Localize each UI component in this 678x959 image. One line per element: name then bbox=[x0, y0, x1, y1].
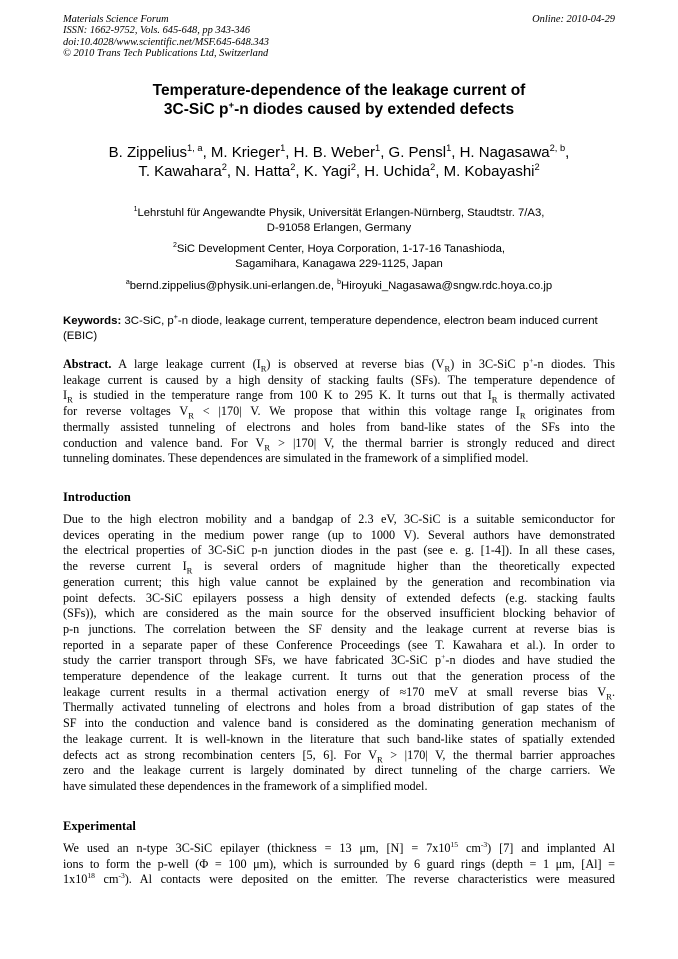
abstract-line bbox=[63, 388, 615, 404]
abstract-text: ) is observed at reverse bias (V bbox=[266, 357, 445, 371]
subscript: R bbox=[260, 363, 267, 374]
subscript: R bbox=[264, 441, 271, 452]
keywords-sup: + bbox=[173, 314, 178, 322]
body-line: temperature dependence of the leakage current. It turns out that the generation process of the bbox=[63, 669, 615, 684]
body-text: 1x10 bbox=[63, 872, 88, 887]
body-line: devices operating in the medium power range (up to 1000 V). Several authors have demonstrated bbox=[63, 527, 615, 542]
affiliation-line bbox=[63, 206, 615, 221]
title-sup: + bbox=[228, 99, 235, 111]
body-text: -n diodes and have studied the bbox=[445, 653, 615, 668]
subscript: R bbox=[519, 410, 526, 421]
body-line: generation current; this high value cannot be explained by the generation and recombination via bbox=[63, 574, 615, 589]
abstract-line: thermally assisted tunneling of electrons and holes from band-like states of the SFs into the bbox=[63, 419, 615, 434]
body-text: ). Al contacts were deposited on the emitter. The reverse characteristics were measured bbox=[124, 872, 615, 887]
affil-number: 1 bbox=[133, 206, 138, 214]
author-affil: 2, b bbox=[549, 143, 566, 153]
author: , M. Kobayashi bbox=[435, 163, 535, 180]
body-line: ions to form the p-well (Φ = 100 μm), which is surrounded by 6 guard rings (depth = 1 μm, [Al] = bbox=[63, 856, 615, 871]
email-mark: a bbox=[125, 279, 130, 287]
body-text: the reverse current I bbox=[63, 559, 187, 574]
body-text: defects act as strong recombination centers [5, 6]. For V bbox=[63, 747, 378, 762]
abstract-text: for reverse voltages V bbox=[63, 404, 189, 419]
affiliation-line bbox=[63, 242, 615, 257]
superscript: -3 bbox=[118, 871, 125, 881]
title-text: -n diodes caused by extended defects bbox=[234, 100, 515, 118]
body-text: > |170| V, the thermal barrier approaches bbox=[382, 747, 615, 762]
abstract-text: originates from bbox=[525, 404, 615, 419]
section-heading-experimental: Experimental bbox=[63, 819, 136, 833]
affiliation-line: Sagamihara, Kanagawa 229-1125, Japan bbox=[235, 257, 443, 270]
keywords bbox=[63, 314, 615, 343]
author-affil: 2 bbox=[290, 162, 296, 172]
body-line: Due to the high electron mobility and a bandgap of 2.3 eV, 3C-SiC is a suitable semiconductor for bbox=[63, 512, 615, 526]
journal-header bbox=[63, 14, 615, 60]
abstract-line bbox=[63, 436, 615, 452]
affil-number: 2 bbox=[172, 242, 177, 250]
subscript: R bbox=[67, 394, 73, 405]
body-line bbox=[63, 841, 615, 857]
keywords-text: 3C-SiC, p bbox=[121, 315, 174, 327]
abstract-text: is thermally activated bbox=[497, 388, 615, 403]
author: , K. Yagi bbox=[295, 163, 351, 180]
author: B. Zippelius bbox=[108, 144, 188, 161]
body-line: the leakage current. It is well-known in the literature that such band-like states of spatially extended bbox=[63, 731, 615, 746]
abstract-text: < |170| V. We propose that within this voltage range I bbox=[193, 404, 520, 419]
author: , H. B. Weber bbox=[285, 144, 376, 161]
author-list bbox=[63, 143, 615, 181]
body-line bbox=[63, 559, 615, 575]
abstract-text: ) in 3C-SiC p bbox=[450, 357, 530, 371]
abstract-text: is studied in the temperature range from 100 K to 295 K. It turns out that I bbox=[72, 388, 492, 403]
keywords-label: Keywords: bbox=[63, 315, 122, 327]
body-line: SF into the conduction and valence band is considered as the dominating generation mechanism of bbox=[63, 716, 615, 731]
journal-copyright: © 2010 Trans Tech Publications Ltd, Switzerland bbox=[63, 48, 269, 60]
abstract-text: A large leakage current (I bbox=[111, 357, 261, 371]
journal-doi: doi:10.4028/www.scientific.net/MSF.645-648.343 bbox=[63, 36, 269, 48]
body-text: cm bbox=[458, 841, 481, 855]
abstract-line: tunneling dominates. These dependences are simulated in the framework of a simplified model. bbox=[63, 451, 529, 466]
author-emails bbox=[63, 279, 615, 294]
abstract-text: conduction and valence band. For V bbox=[63, 435, 265, 450]
author-line-1 bbox=[63, 143, 615, 162]
body-text: ) [7] and implanted Al bbox=[487, 841, 615, 855]
abstract-text: > |170| V, the thermal barrier is strongly reduced and direct bbox=[270, 435, 615, 450]
body-text: . bbox=[611, 684, 615, 699]
author-affil: 2 bbox=[534, 162, 540, 172]
body-text: leakage current results in a thermal activation energy of ≈170 meV at small reverse bias V bbox=[63, 684, 607, 699]
body-line: zero and the leakage current is largely dominated by direct tunneling of the charge carriers. We bbox=[63, 763, 615, 778]
body-text: We used an n-type 3C-SiC epilayer (thickness = 13 μm, [N] = 7x10 bbox=[63, 841, 451, 855]
body-line: have simulated these dependences in the framework of a simplified model. bbox=[63, 778, 428, 793]
subscript: R bbox=[606, 691, 612, 702]
author-affil: 1 bbox=[446, 143, 452, 153]
author: , H. Nagasawa bbox=[451, 144, 550, 161]
abstract-label: Abstract. bbox=[63, 357, 112, 371]
superscript: 15 bbox=[450, 841, 459, 849]
online-date: Online: 2010-04-29 bbox=[532, 14, 615, 25]
email-link[interactable]: bernd.zippelius@physik.uni-erlangen.de, bbox=[129, 280, 338, 292]
subscript: R bbox=[491, 394, 498, 405]
abstract-line bbox=[63, 357, 615, 373]
body-line: Thermally activated tunneling of electrons and holes from a broad distribution of gap states of the bbox=[63, 700, 615, 715]
subscript: R bbox=[186, 565, 193, 576]
author: , N. Hatta bbox=[226, 163, 291, 180]
experimental-text bbox=[63, 841, 615, 953]
author-affil: 2 bbox=[350, 162, 356, 172]
abstract bbox=[63, 357, 615, 467]
email-mark: b bbox=[337, 279, 342, 287]
author: , H. Uchida bbox=[355, 163, 431, 180]
email-line bbox=[63, 279, 615, 294]
body-text: study the carrier transport through SFs, we have fabricated 3C-SiC p bbox=[63, 653, 442, 668]
section-heading-introduction: Introduction bbox=[63, 490, 131, 504]
author-affil: 1 bbox=[280, 143, 286, 153]
body-line: reported in a separate paper of these Conference Proceedings (see T. Kawahara et al.). In order to bbox=[63, 637, 615, 652]
body-line bbox=[63, 872, 615, 888]
superscript: -3 bbox=[480, 841, 488, 849]
keywords-text: -n diode, leakage current, temperature dependence, electron beam induced current (EBIC) bbox=[63, 315, 598, 342]
affil-text: Lehrstuhl für Angewandte Physik, Universität Erlangen-Nürnberg, Staudtstr. 7/A3, bbox=[137, 207, 545, 219]
title-line-2 bbox=[63, 101, 615, 120]
title-line-1: Temperature-dependence of the leakage current of bbox=[152, 82, 526, 99]
body-text: is several orders of magnitude higher than the theoretically expected bbox=[192, 559, 615, 574]
introduction-text bbox=[63, 512, 615, 795]
abstract-line: leakage current is caused by a high density of stacking faults (SFs). The temperature dependence of bbox=[63, 372, 615, 387]
body-line: point defects. 3C-SiC epilayers possess a high density of extended defects (e.g. stacking faults bbox=[63, 590, 615, 605]
affil-text: SiC Development Center, Hoya Corporation, 1-17-16 Tanashioda, bbox=[176, 243, 506, 255]
affiliation-1 bbox=[63, 206, 615, 235]
body-line: p-n junctions. The correlation between the SF density and the leakage current at reverse bias is bbox=[63, 621, 615, 636]
author-line-2 bbox=[63, 162, 615, 181]
journal-name: Materials Science Forum bbox=[63, 14, 169, 25]
title-text: 3C-SiC p bbox=[163, 100, 229, 118]
subscript: R bbox=[377, 753, 383, 764]
author: , G. Pensl bbox=[380, 144, 447, 161]
body-line bbox=[63, 653, 615, 669]
author-affil: 2 bbox=[430, 162, 436, 172]
body-line bbox=[63, 748, 615, 764]
superscript: 18 bbox=[87, 871, 95, 881]
subscript: R bbox=[188, 410, 194, 421]
abstract-line bbox=[63, 404, 615, 420]
author-affil: 1, a bbox=[187, 143, 203, 153]
author: T. Kawahara bbox=[138, 163, 222, 180]
affiliation-2 bbox=[63, 242, 615, 271]
subscript: R bbox=[444, 363, 451, 374]
superscript: + bbox=[529, 355, 534, 365]
body-text: cm bbox=[94, 872, 119, 887]
body-line: (SFs)), which are considered as the main source for the observed insufficient blocking behavior of bbox=[63, 606, 615, 621]
email-link[interactable]: Hiroyuki_Nagasawa@sngw.rdc.hoya.co.jp bbox=[341, 280, 553, 292]
superscript: + bbox=[441, 652, 446, 662]
abstract-text: I bbox=[63, 388, 68, 403]
affiliation-line: D-91058 Erlangen, Germany bbox=[266, 221, 412, 234]
author: , M. Krieger bbox=[202, 144, 281, 161]
abstract-text: -n diodes. This bbox=[533, 357, 615, 371]
body-line bbox=[63, 685, 615, 701]
journal-issn: ISSN: 1662-9752, Vols. 645-648, pp 343-346 bbox=[63, 25, 251, 37]
body-line: the electrical properties of 3C-SiC p-n junction diodes in the past (see e. g. [1-4]). In all these cases, bbox=[63, 543, 615, 558]
author-sep: , bbox=[565, 144, 570, 161]
paper-title bbox=[63, 82, 615, 119]
author-affil: 2 bbox=[221, 162, 227, 172]
author-affil: 1 bbox=[375, 143, 381, 153]
